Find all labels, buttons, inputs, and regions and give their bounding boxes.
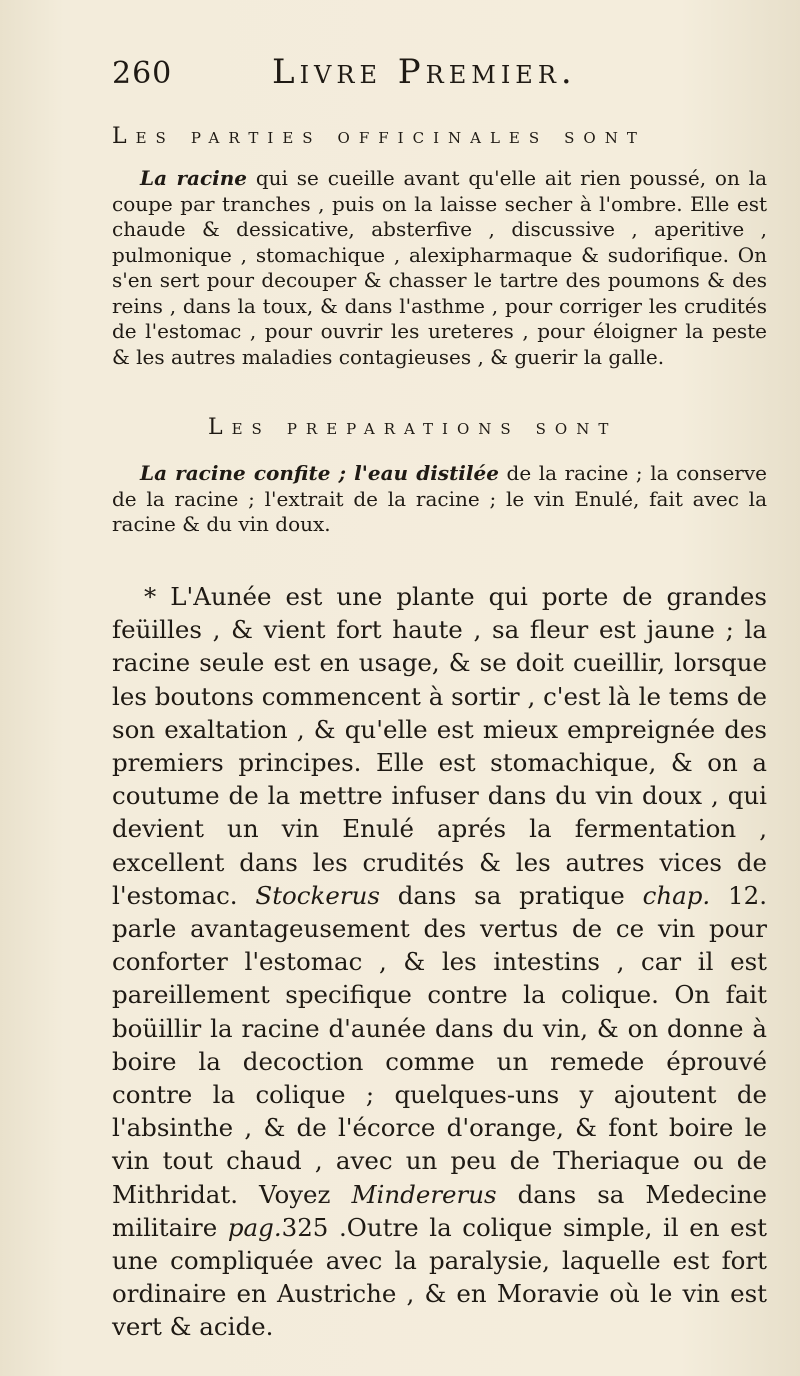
- running-head: Livre Premier.: [272, 52, 577, 92]
- author-stockerus: Stockerus: [255, 880, 380, 910]
- officinal-text: qui se cueille avant qu'elle ait rien poussé, on la coupe par tranches , puis on la laisse secher à l'ombre. Elle est chaude & dessicative, absterfive , discussive , aperitive , pulmonique , stomachique , alexipharmaque & sudorifique. On s'en sert pour decouper & chasser le tartre des poumons & des reins , dans la toux, & dans l'asthme , pour corriger les crudités de l'estomac , pour ouvrir les ureteres , pour éloigner la peste & les autres maladies contagieuses , & guerir la galle.: [112, 166, 767, 369]
- commentary-part2: dans sa pratique: [397, 880, 625, 910]
- preparations-lead: La racine confite ; l'eau distilée: [140, 461, 499, 485]
- commentary-part4: dans sa Medecine militaire: [112, 1179, 767, 1242]
- preparations-paragraph: [112, 461, 767, 538]
- chap-label: chap.: [642, 880, 711, 910]
- commentary-paragraph: [112, 580, 767, 1344]
- pag-label: pag.: [227, 1212, 282, 1242]
- officinal-parts-heading: Les parties officinales sont: [112, 124, 646, 149]
- officinal-lead: La racine: [140, 166, 248, 190]
- commentary-part3: 12. parle avantageusement des vertus de ce vin pour conforter l'estomac , & les intestins , car il est pareillement specifique contre la colique. On fait boüillir la racine d'aunée dans du vin, & on donne à boire la decoction comme un remede éprouvé contre la colique ; quelques-uns y ajoutent de l'absinthe , & de l'écorce d'orange, & font boire le vin tout chaud , avec un peu de Theriaque ou de Mithridat. Voyez: [112, 880, 767, 1209]
- preparations-heading: Les preparations sont: [208, 415, 618, 440]
- commentary-part5: 325 .Outre la colique simple, il en est une compliquée avec la paralysie, laquelle est fort ordinaire en Austriche , & en Moravie où le vin est vert & acide.: [112, 1212, 767, 1342]
- preparations-text: de la racine ; la conserve de la racine ; l'extrait de la racine ; le vin Enulé, fait avec la racine & du vin doux.: [112, 461, 767, 536]
- author-mindererus: Mindererus: [351, 1179, 497, 1209]
- commentary-part1: * L'Aunée est une plante qui porte de grandes feüilles , & vient fort haute , sa fleur est jaune ; la racine seule est en usage, & se doit cueillir, lorsque les boutons commencent à sortir , c'est là le tems de son exaltation , & qu'elle est mieux empreignée des premiers principes. Elle est stomachique, & on a coutume de la mettre infuser dans du vin doux , qui devient un vin Enulé aprés la fermentation , excellent dans les crudités & les autres vices de l'estomac.: [112, 582, 767, 910]
- officinal-parts-paragraph: [112, 166, 767, 370]
- page-header: [112, 52, 752, 96]
- page-number: 260: [112, 56, 173, 91]
